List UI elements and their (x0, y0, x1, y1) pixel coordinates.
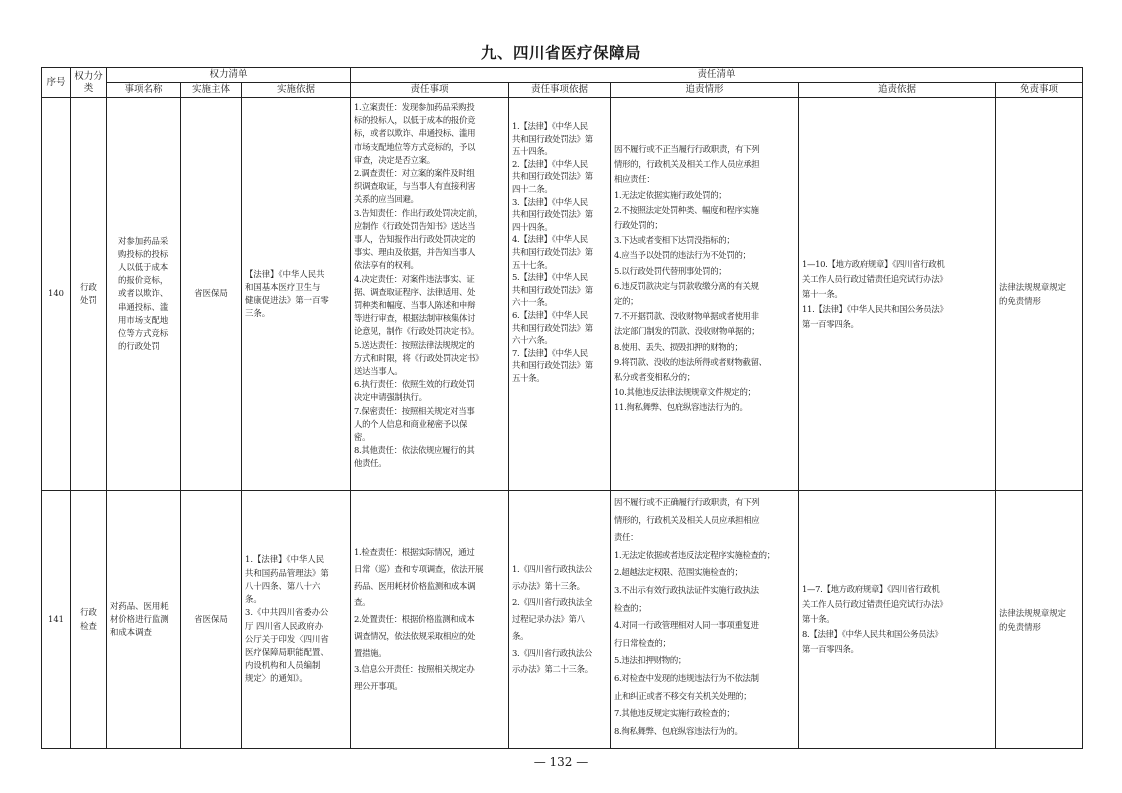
text-line: 位等方式竞标 (118, 328, 169, 338)
text-line: 止和纠正或者不移交有关机关处理的； (614, 690, 752, 701)
text-line: 2.不按照法定处罚种类、幅度和程序实施 (614, 204, 759, 215)
text-line: 共和国行政处罚法》第 (512, 322, 593, 333)
text-line: 市场支配地位等方式竞标的，予以 (354, 141, 476, 152)
text-line: 对参加药品采 (118, 235, 169, 246)
table-row (42, 98, 1083, 491)
item-name-cell (107, 98, 181, 491)
text-line: 7.不开据罚款、没收财物单据或者使用非 (614, 311, 759, 322)
text-line: 私分或者变相私分的； (614, 372, 695, 383)
text-line: 行政处罚的； (614, 220, 663, 231)
text-line: 2.调查责任：对立案的案件及时组 (354, 168, 475, 179)
text-line: 密。 (354, 432, 371, 443)
text-line: 他责任。 (354, 458, 387, 469)
text-line: 6.【法律】《中华人民 (512, 309, 588, 320)
header-basis: 实施依据 (242, 83, 351, 98)
text-line: 共和国行政处罚法》第 (512, 209, 593, 220)
text-line: 第一百零四条。 (802, 644, 859, 654)
header-responsibility-list: 责任清单 (351, 68, 1083, 83)
text-line: 日常（巡）查和专项调查，依法开展 (354, 563, 484, 574)
text-line: 药品、医用耗材价格监测和成本调 (354, 580, 476, 591)
text-line: 责任： (614, 532, 639, 543)
header-power-category: 权力分类 (71, 68, 107, 98)
text-line: 四十四条。 (512, 221, 553, 232)
category-cell (71, 98, 107, 491)
text-line: 共和国行政处罚法》第 (512, 284, 593, 295)
text-line: 3.信息公开责任：按照相关规定办 (354, 664, 475, 675)
resp-items-cell (351, 491, 509, 749)
text-line: 行日常检查的； (614, 637, 671, 648)
page-number: — 132 — (533, 755, 589, 769)
text-line: 条。 (512, 630, 529, 641)
text-line: 共和国药品管理法》第 (245, 567, 329, 578)
text-line: 等进行审查，根据法制审核集体讨 (354, 313, 476, 324)
text-line: 1.无法定依据或者违反法定程序实施检查的； (614, 549, 775, 560)
text-line: 标的投标人，以低于成本的报价竞 (354, 115, 476, 126)
text-line: 11.徇私舞弊、包庇纵容违法行为的。 (614, 402, 748, 413)
text-line: 方式和时限，将《行政处罚决定书》 (354, 352, 484, 363)
text-line: 三条。 (245, 308, 271, 319)
text-line: 示办法》第二十三条。 (512, 664, 593, 675)
basis-cell (242, 98, 351, 491)
text-line: 行政 (80, 607, 97, 618)
text-line: 1—10.【地方政府规章】《四川省行政机 (802, 258, 945, 269)
text-line: 检查的； (614, 602, 647, 613)
text-line: 和国基本医疗卫生与 (245, 281, 321, 292)
text-line: 或者以欺诈、 (118, 288, 169, 299)
text-line: 3.不出示有效行政执法证件实施行政执法 (614, 584, 759, 595)
subject-cell: 省医保局 (181, 98, 242, 491)
header-item-name: 事项名称 (107, 83, 181, 98)
text-line: 2.《四川省行政执法全 (512, 597, 593, 608)
text-line: 7.【法律】《中华人民 (512, 347, 588, 358)
text-line: 相应责任： (614, 174, 655, 185)
header-seq: 序号 (42, 68, 71, 98)
text-line: 4.对同一行政管理相对人同一事项重复进 (614, 620, 759, 631)
text-line: 5.以行政处罚代替刑事处罚的； (614, 265, 727, 276)
text-line: 8.其他责任：依法依规应履行的其 (354, 445, 475, 456)
text-line: 依法享有的权利。 (354, 260, 419, 271)
text-line: 1.无法定依据实施行政处罚的； (614, 189, 727, 200)
header-resp-items: 责任事项 (351, 83, 509, 98)
text-line: 8.使用、丢失、损毁扣押的财物的； (614, 341, 743, 352)
header-exemption: 免责事项 (996, 83, 1083, 98)
text-line: 四十二条。 (512, 183, 553, 194)
text-line: 6.执行责任：依照生效的行政处罚 (354, 379, 475, 390)
text-line: 5.送达责任：按照法律法规规定的 (354, 339, 475, 350)
text-line: 第一百零四条。 (802, 318, 859, 329)
text-line: 共和国行政处罚法》第 (512, 360, 593, 371)
text-line: 织调查取证，与当事人有直接利害 (354, 181, 476, 192)
text-line: 理公开事项。 (354, 681, 403, 692)
text-line: 3.【法律】《中华人民 (512, 196, 588, 207)
category-cell (71, 491, 107, 749)
text-line: 4.【法律】《中华人民 (512, 234, 588, 245)
authority-table (41, 67, 1083, 749)
text-line: 5.违法扣押财物的； (614, 655, 687, 666)
text-line: 2.【法律】《中华人民 (512, 158, 588, 169)
text-line: 和成本调查 (110, 627, 152, 638)
acc-basis-cell (799, 98, 996, 491)
text-line: 内设机构和人员编制 (245, 660, 321, 671)
text-line: 1.立案责任：发现参加药品采购投 (354, 102, 475, 112)
text-line: 规定〉的通知》。 (245, 673, 308, 684)
basis-cell (242, 491, 351, 749)
text-line: 置措施。 (354, 647, 387, 658)
text-line: 关系的应当回避。 (354, 194, 419, 205)
header-row-1 (42, 68, 1083, 83)
text-line: 10.其他违反法律法规规章文件规定的； (614, 387, 756, 398)
text-line: 6.违反罚款决定与罚款收缴分离的有关规 (614, 280, 759, 291)
text-line: 11.【法律】《中华人民共和国公务员法》 (802, 303, 948, 314)
text-line: 六十六条。 (512, 335, 553, 346)
text-line: 的行政处罚 (118, 341, 160, 352)
header-resp-basis: 责任事项依据 (509, 83, 611, 98)
text-line: 事人，告知报作出行政处罚决定的 (354, 234, 476, 245)
text-line: 八十四条、第八十六 (245, 580, 321, 591)
header-accountability: 追责情形 (611, 83, 799, 98)
text-line: 健康促进法》第一百零 (245, 295, 329, 305)
text-line: 5.【法律】《中华人民 (512, 272, 588, 283)
text-line: 处罚 (80, 295, 97, 305)
text-line: 条。 (245, 594, 262, 605)
text-line: 8.【法律】《中华人民共和国公务员法》 (802, 629, 943, 639)
header-acc-basis: 追责依据 (799, 83, 996, 98)
text-line: 1—7.【地方政府规章】《四川省行政机 (802, 584, 940, 594)
text-line: 2.超越法定权限、范围实施检查的； (614, 567, 743, 578)
text-line: 法定部门制发的罚款、没收财物单据的； (614, 326, 760, 337)
resp-basis-cell (509, 98, 611, 491)
header-row-2 (42, 83, 1083, 98)
header-subject: 实施主体 (181, 83, 242, 98)
text-line: 8.徇私舞弊、包庇纵容违法行为的。 (614, 725, 743, 736)
text-line: 应制作《行政处罚告知书》送达当 (354, 220, 476, 231)
text-line: 1.《四川省行政执法公 (512, 563, 593, 574)
text-line: 1.【法律】《中华人民 (512, 121, 588, 131)
text-line: 罚种类和幅度、当事人陈述和申辩 (354, 300, 476, 311)
text-line: 医疗保障局职能配置、 (245, 646, 329, 657)
text-line: 共和国行政处罚法》第 (512, 246, 593, 257)
text-line: 的报价竞标， (118, 275, 169, 286)
text-line: 标，或者以欺诈、串通投标、滥用 (354, 128, 476, 139)
text-line: 人的个人信息和商业秘密予以保 (354, 418, 468, 429)
text-line: 6.对检查中发现的违规违法行为不依法制 (614, 672, 759, 683)
text-line: 用市场支配地 (118, 314, 169, 325)
text-line: 关工作人员行政过错责任追究试行办法》 (802, 599, 948, 609)
text-line: 六十一条。 (512, 297, 553, 308)
text-line: 购投标的投标 (118, 248, 169, 259)
text-line: 共和国行政处罚法》第 (512, 171, 593, 182)
text-line: 情形的，行政机关及相关工作人员应承担 (614, 159, 760, 170)
text-line: 1.检查责任：根据实际情况，通过 (354, 546, 475, 557)
text-line: 人以低于成本 (118, 261, 169, 272)
header-power-list: 权力清单 (107, 68, 351, 83)
text-line: 的免责情形 (999, 296, 1041, 306)
text-line: 7.保密责任：按照相关规定对当事 (354, 405, 475, 416)
text-line: 9.将罚款、没收的违法所得或者财物截留、 (614, 356, 767, 367)
text-line: 法律法规规章规定 (999, 607, 1067, 618)
acc-basis-cell (799, 491, 996, 749)
accountability-cell (611, 491, 799, 749)
text-line: 定的； (614, 296, 639, 307)
text-line: 因不履行或不正当履行行政职责，有下列 (614, 144, 760, 154)
text-line: 过程记录办法》第八 (512, 614, 585, 625)
text-line: 2.处置责任：根据价格监测和成本 (354, 614, 475, 625)
text-line: 关工作人员行政过错责任追究试行办法》 (802, 273, 948, 284)
text-line: 五十四条。 (512, 146, 553, 157)
text-line: 因不履行或不正确履行行政职责，有下列 (614, 497, 760, 507)
text-line: 3.下达或者变相下达罚没指标的； (614, 235, 735, 246)
table-row (42, 491, 1083, 749)
subject-cell: 省医保局 (181, 491, 242, 749)
text-line: 第十条。 (802, 614, 835, 624)
text-line: 论意见，制作《行政处罚决定书》。 (354, 326, 480, 337)
text-line: 对药品、医用耗 (110, 600, 169, 611)
text-line: 共和国行政处罚法》第 (512, 133, 593, 144)
exemption-cell (996, 98, 1083, 491)
seq-cell: 141 (42, 491, 71, 749)
text-line: 的免责情形 (999, 621, 1041, 632)
text-line: 串通投标、滥 (118, 301, 169, 312)
text-line: 1.【法律】《中华人民 (245, 554, 325, 565)
exemption-cell (996, 491, 1083, 749)
text-line: 送达当事人。 (354, 366, 403, 377)
resp-basis-cell (509, 491, 611, 749)
seq-cell: 140 (42, 98, 71, 491)
item-name-cell (107, 491, 181, 749)
text-line: 3.告知责任：作出行政处罚决定前， (354, 207, 483, 218)
text-line: 行政 (80, 281, 97, 292)
text-line: 审查，决定是否立案。 (354, 154, 435, 165)
text-line: 查。 (354, 597, 371, 608)
text-line: 据、调查取证程序、法律适用、处 (354, 286, 476, 297)
text-line: 示办法》第十三条。 (512, 580, 585, 591)
text-line: 4.应当予以处罚的违法行为不处罚的； (614, 250, 751, 261)
text-line: 检查 (80, 620, 97, 631)
text-line: 调查情况，依法依规采取相应的处 (354, 630, 476, 641)
text-line: 材价格进行监测 (110, 613, 169, 624)
resp-items-cell (351, 98, 509, 491)
text-line: 第十一条。 (802, 288, 843, 299)
text-line: 公厅关于印发〈四川省 (245, 633, 329, 644)
accountability-cell (611, 98, 799, 491)
text-line: 情形的，行政机关及相关人员应承担相应 (614, 514, 760, 525)
text-line: 4.决定责任：对案件违法事实、证 (354, 273, 475, 284)
text-line: 3.《中共四川省委办公 (245, 607, 329, 618)
text-line: 决定申请强制执行。 (354, 392, 427, 403)
text-line: 7.其他违反规定实施行政检查的； (614, 708, 735, 719)
text-line: 3.《四川省行政执法公 (512, 647, 593, 658)
text-line: 五十七条。 (512, 259, 553, 270)
text-line: 事实、理由及依据，并告知当事人 (354, 247, 476, 258)
text-line: 【法律】《中华人民共 (245, 268, 325, 279)
text-line: 法律法规规章规定 (999, 282, 1067, 292)
text-line: 厅 四川省人民政府办 (245, 620, 324, 631)
text-line: 五十条。 (512, 372, 545, 383)
page-title: 九、四川省医疗保障局 (480, 44, 641, 62)
